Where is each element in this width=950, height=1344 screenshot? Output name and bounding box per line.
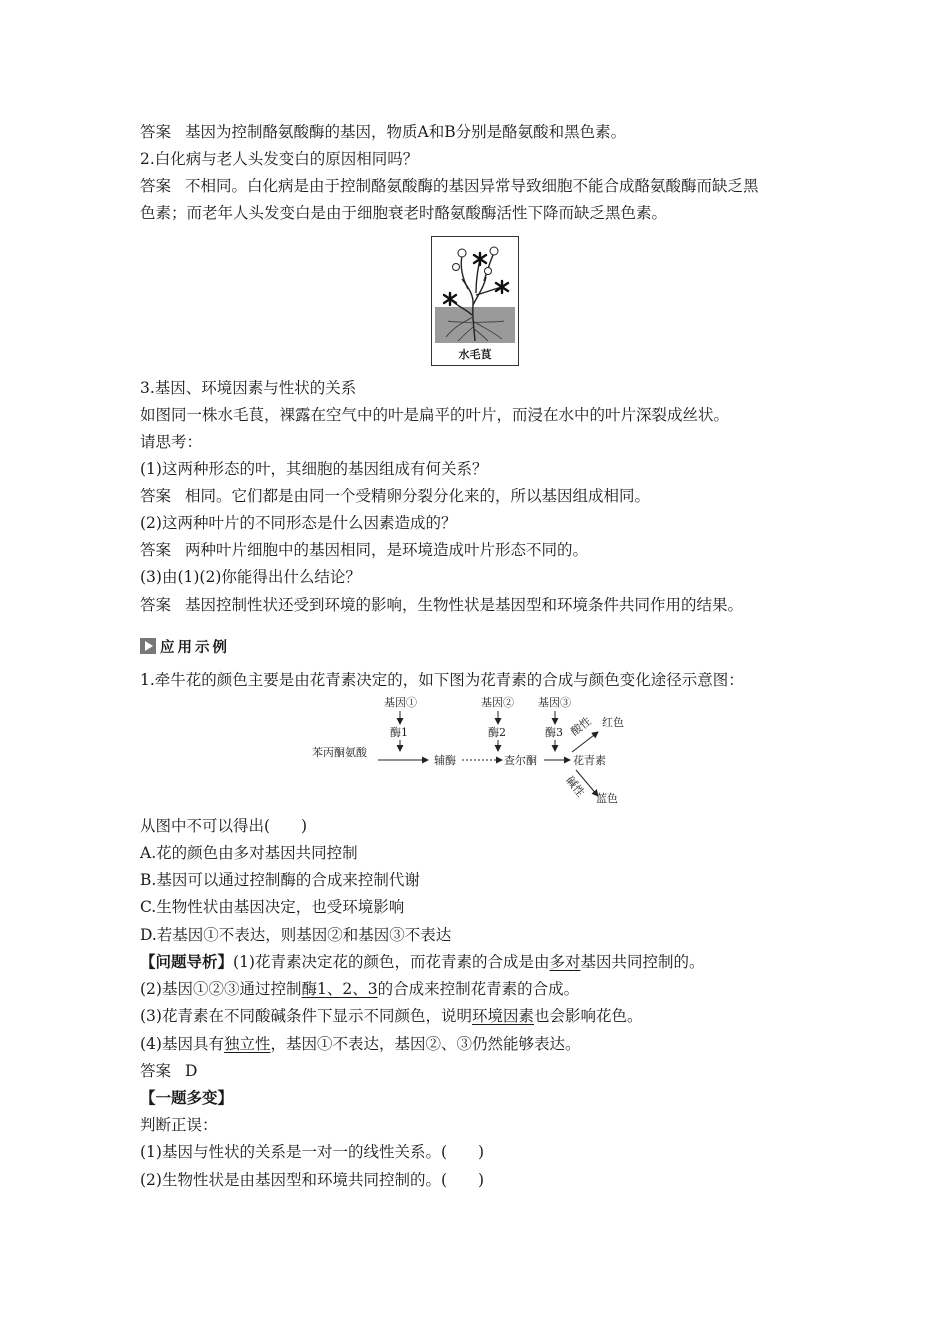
analysis-heading: 【问题导析】	[140, 952, 234, 971]
option-c: C.生物性状由基因决定，也受环境影响	[140, 898, 405, 916]
sub-question-2: (2)这两种叶片的不同形态是什么因素造成的？	[140, 514, 457, 532]
answer-text: 基因为控制酪氨酸酶的基因，物质A和B分别是酪氨酸和黑色素。	[185, 123, 627, 141]
analysis-key-term: 多对	[549, 953, 581, 971]
judgement-statement-1: (1)基因与性状的关系是一对一的线性关系。( )	[140, 1143, 485, 1161]
intermediate-2-label: 查尔酮	[504, 754, 537, 767]
paragraph: 如图同一株水毛茛，裸露在空气中的叶是扁平的叶片，而浸在水中的叶片深裂成丝状。	[140, 406, 730, 424]
anthocyanin-pathway-diagram	[280, 694, 680, 812]
enzyme-1-label: 酶1	[390, 726, 408, 739]
variant-heading: 【一题多变】	[140, 1088, 234, 1107]
intermediate-1-label: 辅酶	[434, 754, 456, 767]
blue-label: 蓝色	[596, 792, 618, 805]
answer-text: 基因控制性状还受到环境的影响，生物性状是基因型和环境条件共同作用的结果。	[185, 596, 744, 614]
answer-label: 答案	[140, 487, 172, 505]
answer-continuation: 色素；而老年人头发变白是由于细胞衰老时酪氨酸酶活性下降而缺乏黑色素。	[140, 204, 668, 222]
answer-text: 相同。它们都是由同一个受精卵分裂分化来的，所以基因组成相同。	[185, 487, 651, 505]
think-prompt: 请思考：	[140, 433, 203, 451]
answer-label: 答案	[140, 177, 172, 195]
answer-line-3	[140, 486, 650, 506]
question-2: 2.白化病与老人头发变白的原因相同吗？	[140, 150, 419, 168]
plant-figure	[431, 236, 519, 366]
option-b: B.基因可以通过控制酶的合成来控制代谢	[140, 871, 420, 889]
option-d: D.若基因①不表达，则基因②和基因③不表达	[140, 926, 452, 944]
water-buttercup-illustration	[432, 237, 518, 345]
answer-label: 答案	[140, 541, 172, 559]
answer-line-5	[140, 595, 743, 615]
substrate-label: 苯丙酮氨酸	[312, 746, 367, 759]
answer-line-final	[140, 1061, 197, 1081]
answer-label: 答案	[140, 123, 172, 141]
analysis-point-1	[140, 952, 705, 972]
figure-caption: 水毛茛	[458, 348, 492, 361]
answer-line-4	[140, 540, 588, 560]
variant-intro: 判断正误：	[140, 1116, 218, 1134]
enzyme-2-label: 酶2	[488, 726, 506, 739]
judgement-statement-2: (2)生物性状是由基因型和环境共同控制的。( )	[140, 1171, 485, 1189]
answer-label: 答案	[140, 596, 172, 614]
sub-question-3: (3)由(1)(2)你能得出什么结论？	[140, 568, 361, 586]
enzyme-3-label: 酶3	[545, 726, 563, 739]
analysis-text: 基因共同控制的。	[580, 953, 705, 971]
gene-1-label: 基因①	[384, 696, 417, 709]
answer-value: D	[185, 1062, 198, 1080]
base-label: 碱性	[563, 773, 587, 800]
analysis-text: ，基因①不表达，基因②、③仍然能够表达。	[270, 1035, 581, 1053]
analysis-key-term: 酶1、2、3	[301, 980, 378, 998]
answer-line-1	[140, 122, 626, 142]
gene-3-label: 基因③	[538, 696, 571, 709]
analysis-key-term: 独立性	[223, 1035, 271, 1053]
question-stem: 1.牵牛花的颜色主要是由花青素决定的，如下图为花青素的合成与颜色变化途径示意图：	[140, 671, 744, 689]
analysis-text: (2)基因①②③通过控制	[140, 980, 302, 998]
analysis-text: 的合成来控制花青素的合成。	[377, 980, 580, 998]
analysis-text: (1)花青素决定花的颜色，而花青素的合成是由	[233, 953, 550, 971]
analysis-text: (4)基因具有	[140, 1035, 224, 1053]
answer-text: 不相同。白化病是由于控制酪氨酸酶的基因异常导致细胞不能合成酪氨酸酶而缺乏黑	[185, 177, 759, 195]
sub-question-1: (1)这两种形态的叶，其细胞的基因组成有何关系？	[140, 460, 488, 478]
section-title: 应用示例	[160, 639, 230, 656]
answer-label: 答案	[140, 1062, 172, 1080]
answer-text: 两种叶片细胞中的基因相同，是环境造成叶片形态不同的。	[185, 541, 589, 559]
analysis-text: (3)花青素在不同酸碱条件下显示不同颜色，说明	[140, 1007, 472, 1025]
answer-line-2	[140, 176, 759, 196]
option-a: A.花的颜色由多对基因共同控制	[140, 844, 358, 862]
analysis-key-term: 环境因素	[471, 1007, 534, 1025]
play-triangle-icon	[140, 638, 156, 654]
acid-label: 酸性	[568, 714, 594, 739]
analysis-point-4	[140, 1034, 581, 1054]
red-label: 红色	[602, 716, 624, 729]
product-label: 花青素	[573, 754, 606, 767]
gene-2-label: 基因②	[481, 696, 514, 709]
section-3-heading: 3.基因、环境因素与性状的关系	[140, 379, 357, 397]
question-prompt: 从图中不可以得出( )	[140, 817, 308, 835]
section-application-examples	[140, 636, 230, 656]
analysis-point-2	[140, 979, 579, 999]
analysis-text: 也会影响花色。	[533, 1007, 643, 1025]
analysis-point-3	[140, 1006, 643, 1026]
